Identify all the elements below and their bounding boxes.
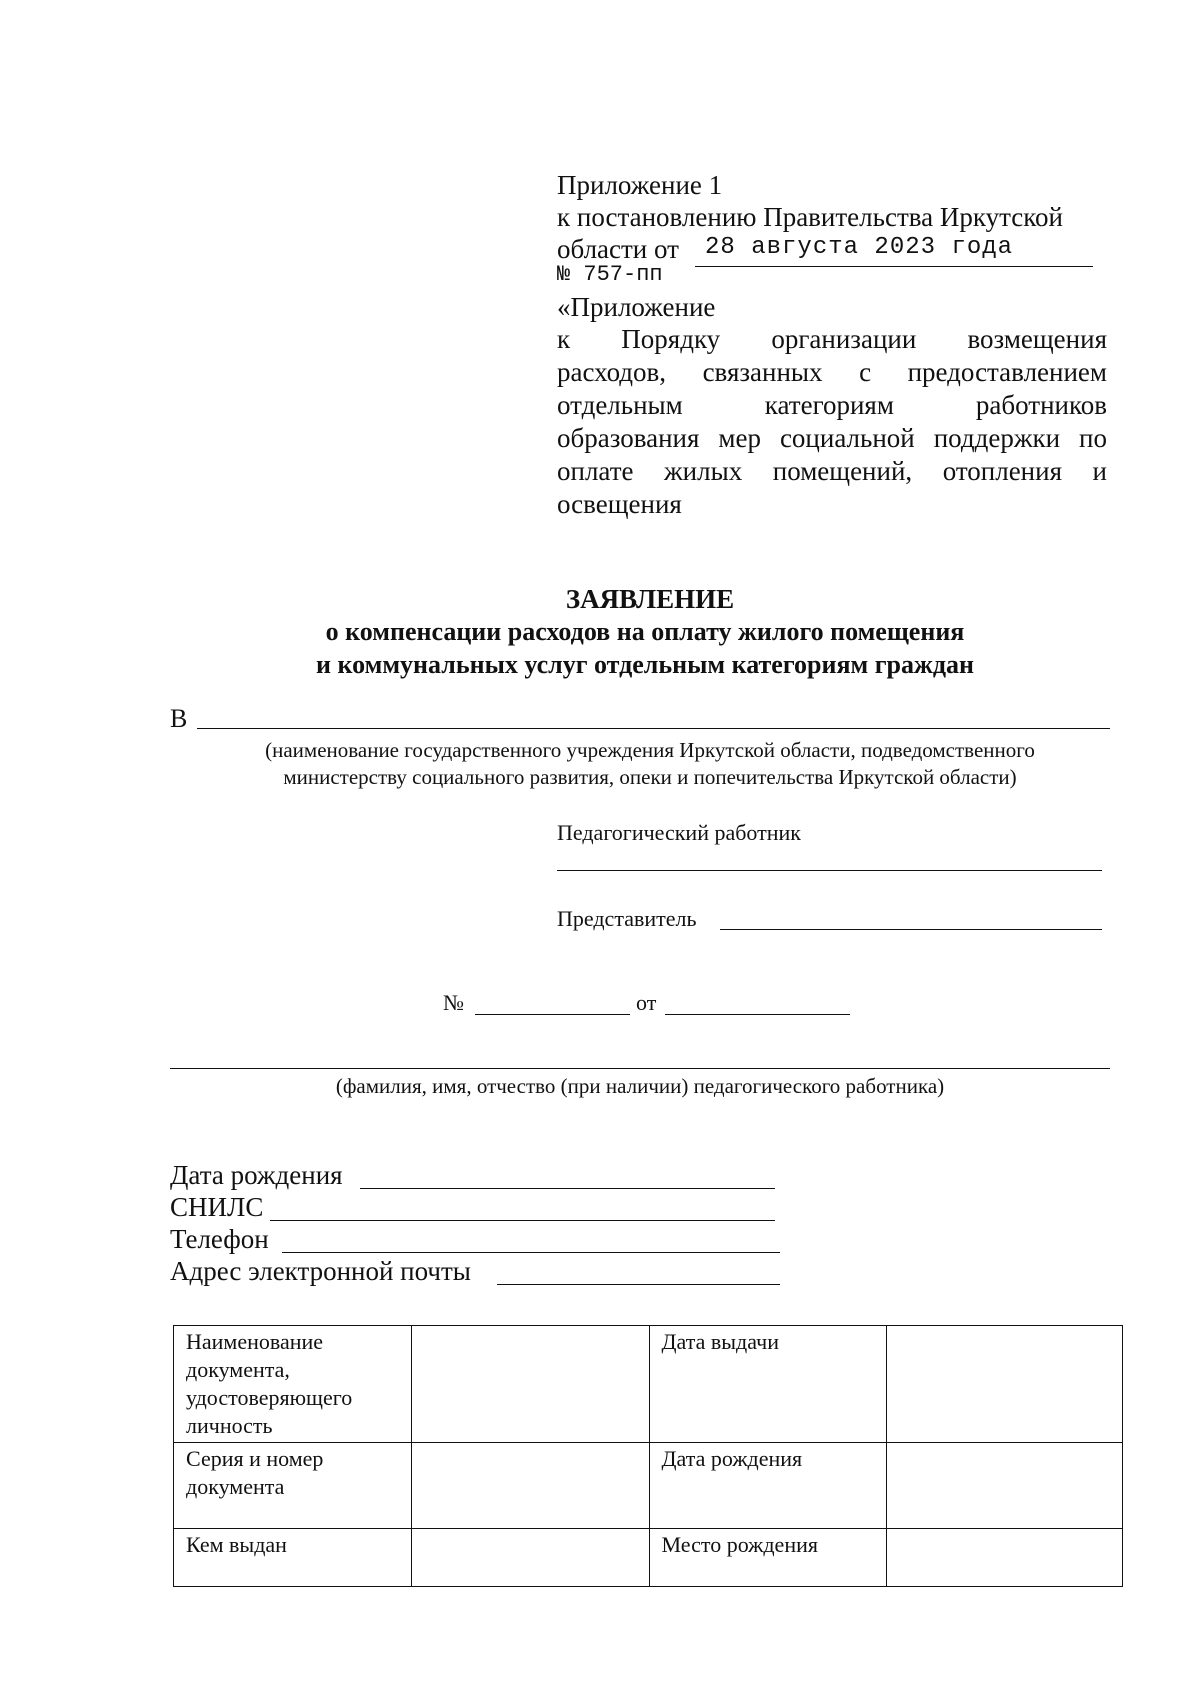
birth-date-field[interactable] xyxy=(360,1188,775,1189)
number-label: № xyxy=(443,990,464,1015)
appendix-title: Приложение 1 xyxy=(557,170,723,200)
issued-by-label: Кем выдан xyxy=(174,1529,412,1587)
phone-label: Телефон xyxy=(170,1224,269,1254)
document-subtitle-1: о компенсации расходов на оплату жилого помещения xyxy=(325,617,965,646)
pedagog-field[interactable] xyxy=(557,870,1102,871)
fio-field[interactable] xyxy=(170,1068,1110,1069)
appendix-quote-title: «Приложение xyxy=(557,292,716,322)
issue-date-label: Дата выдачи xyxy=(649,1326,887,1443)
document-title: ЗАЯВЛЕНИЕ xyxy=(565,584,735,614)
from-label: от xyxy=(636,990,657,1015)
order-line-4: образования мер социальной поддержки по xyxy=(557,423,1107,453)
email-field[interactable] xyxy=(497,1284,780,1285)
birth-place-label: Место рождения xyxy=(649,1529,887,1587)
birth-date-label: Дата рождения xyxy=(170,1160,343,1190)
number-field[interactable] xyxy=(475,1014,630,1015)
series-number-label: Серия и номер документа xyxy=(174,1443,412,1529)
identity-document-table xyxy=(173,1325,1123,1587)
recipient-hint-1: (наименование государственного учреждения Иркутской области, подведомственного xyxy=(265,738,1035,762)
order-line-5: оплате жилых помещений, отопления и xyxy=(557,456,1107,486)
table-row xyxy=(174,1326,1123,1443)
appendix-date-value: 28 августа 2023 года xyxy=(705,234,1014,261)
recipient-hint-2: министерству социального развития, опеки и попечительства Иркутской области) xyxy=(283,765,1017,789)
fio-hint: (фамилия, имя, отчество (при наличии) педагогического работника) xyxy=(335,1074,945,1098)
series-number-value[interactable] xyxy=(411,1443,649,1529)
order-line-6: освещения xyxy=(557,489,682,519)
recipient-field[interactable] xyxy=(197,728,1110,729)
recipient-prefix: В xyxy=(170,704,188,733)
appendix-number: № 757-пп xyxy=(557,262,663,287)
issue-date-value[interactable] xyxy=(887,1326,1123,1443)
phone-field[interactable] xyxy=(282,1252,780,1253)
birth-date-table-label: Дата рождения xyxy=(649,1443,887,1529)
pedagog-label: Педагогический работник xyxy=(557,820,801,845)
table-row xyxy=(174,1529,1123,1587)
appendix-date-underline xyxy=(695,266,1093,267)
doc-name-value[interactable] xyxy=(411,1326,649,1443)
from-date-field[interactable] xyxy=(665,1014,850,1015)
table-row xyxy=(174,1443,1123,1529)
snils-label: СНИЛС xyxy=(170,1192,264,1222)
appendix-date-prefix: области от xyxy=(557,234,679,264)
appendix-resolution-line: к постановлению Правительства Иркутской xyxy=(557,202,1063,232)
order-line-2: расходов, связанных с предоставлением xyxy=(557,357,1107,387)
birth-place-value[interactable] xyxy=(887,1529,1123,1587)
issued-by-value[interactable] xyxy=(411,1529,649,1587)
representative-field[interactable] xyxy=(720,929,1102,930)
representative-label: Представитель xyxy=(557,906,697,931)
birth-date-table-value[interactable] xyxy=(887,1443,1123,1529)
doc-name-label: Наименование документа, удостоверяющего личность xyxy=(174,1326,412,1443)
snils-field[interactable] xyxy=(270,1220,775,1221)
document-subtitle-2: и коммунальных услуг отдельным категориям граждан xyxy=(316,650,974,679)
order-line-3: отдельным категориям работников xyxy=(557,390,1107,420)
email-label: Адрес электронной почты xyxy=(170,1256,471,1286)
order-line-1: к Порядку организации возмещения xyxy=(557,324,1107,354)
